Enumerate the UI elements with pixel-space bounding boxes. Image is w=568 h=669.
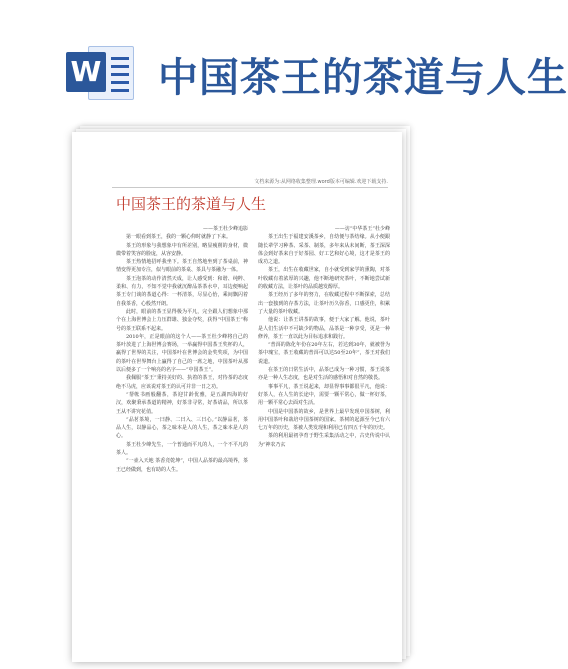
paragraph: “普洱的陈化年份在20年左右，若达到30年，就被誉为茶中瑰宝，茶王收藏的普洱可以达50至20年”，茶王对我们说道。 [258,342,390,365]
paragraph: “帮帐书画般翻茶，茶迎甘龄优雅，是五湖四海的好汉，欢聚秉承茶道的精神，好茶非寻常，好茶请品，所以茶王从不讲究花俏。 [116,391,248,415]
paragraph: 在茶王的日常生活中，品茶已成为一种习惯，茶王说茶亦是一种人生态度，也是对生活的感悟和对自然的敬畏。 [258,367,390,382]
header-note: 文档来源为:从网络收集整理.word版本可编辑.欢迎下载支持. [254,179,388,185]
paragraph: 茶王经历了多年的努力，在收藏过程中不断探索，总结出一套独到的存茶方法，让茶叶历久弥香，口感更佳，积累了大量的茶叶收藏。 [258,292,390,315]
paragraph: “品茗茶境，一曰静、二曰入、三曰心。”以静品茗，茶品人生，以静品心，茶之味本是人的人生，茶之味本是人的心。 [116,416,248,440]
word-doc-icon [66,38,132,104]
paragraph: 茶王的形象与我想象中有所差别，略显瘦削的身材，微微带着笑容的脸庞，从容安静。 [116,242,248,257]
paragraph: 第一眼看到茶王，我的一颗心仰时就静了下来。 [126,234,232,241]
right-text-column [258,225,390,449]
document-title: 中国茶王的茶道与人生 [116,195,267,213]
paragraph: 茶王热情地招呼我坐下。茶王自然地坐到了茶桌前，神情变得更加专注，似与眼前的茶桌、茶具与茶融为一体。 [116,259,248,274]
byline: ——访“中华茶王”杜少峰 [334,226,390,232]
word-letter-icon: W [66,52,106,92]
paragraph: 中国是中国茶的故乡，是世界上最早发现中国茶树，利用中国茶叶和栽培中国茶树的国家。茶树的起源至今已有六七万年的历史，茶被人类发现和利用已有四五千年的历史。 [258,408,390,432]
paragraph: 他说：让茶王讲茶的故事，便于大家了解。他说，茶叶是人们生活中不可缺少的物品，品茶是一种享受，更是一种修养，茶王一直以此为目标追求和践行。 [258,317,390,340]
paragraph: 茶王杜少峰先生，一个普通而平凡的人，一个不平凡的茶人。 [116,441,248,457]
paragraph: 茶王，出生在收藏世家，自小就受到家学的熏陶，对茶叶收藏有着浓厚的兴趣，他不断地研究茶叶，不断地尝试新的收藏方法，让茶叶的品质越发醇厚。 [258,267,390,291]
left-text-column [116,225,248,474]
paragraph: 我佩服“茶王”秉持美好的、执着的茶王，对待茶的态度绝不马虎，应该说对茶王的认可并非一日之功。 [116,375,248,390]
header-divider [112,187,388,188]
document-page [72,132,402,662]
paragraph: 此时，眼前的茶王显得极为平凡，完全跟人们想象中那个在上海世博会上力压群雄、独金夺奖，获得“中国茶王”称号的茶王联系不起来。 [116,308,248,332]
banner-title: 中国茶王的茶道与人生 [158,55,568,101]
document-banner [0,0,568,118]
paragraph: 茶的利用最初孕育于野生采集活动之中，古史传说中认为“神农乃玄 [258,433,390,448]
paragraph: 事事平凡，茶王说起来，却显得事事都很平凡，他说：好茶人，在人生的长途中，需要一颗平常心，做一杯好茶，用一颗平常心去面对生活。 [258,383,390,407]
byline: ——茶王杜少峰追影 [202,226,248,232]
paragraph: 茶王泡茶的动作清然天成，让人感受到：和谐、纯粹、柔和、有力，不知不觉中我就沉醉品茶茶水中，耳边便响起茶王专门谈的茶道心得：一杯清茶，尽显心怡，乘间飘闪着自我茶香，心般然开朗。 [116,275,248,307]
paragraph: 2010年，正是眼前的这个人——茶王杜少峰将自己的茶叶放进了上海世博会赛场，一举赢得中国茶王奖杯的人，赢得了世界的关注，中国茶叶在世博会的金奖奖项，为中国的茶叶在世界舞台上赢得了自己的一席之地，中国茶叶从那以后便多了一个响亮的名字——“中国茶王”。 [116,333,248,374]
paragraph: “一壶入天地 茶香竞乾坤”，中国人品茶的最高境界，茶王已经做到，也有助的人生。 [116,458,248,473]
paragraph: 茶王出生于福建安溪茶乡，自幼便与茶结缘。从小便跟随长辈学习种茶、采茶、制茶，多年来从未间断，茶王深深体会到好茶来自于好茶园、好工艺和好心境，这才是茶王的成功之道。 [258,234,390,266]
